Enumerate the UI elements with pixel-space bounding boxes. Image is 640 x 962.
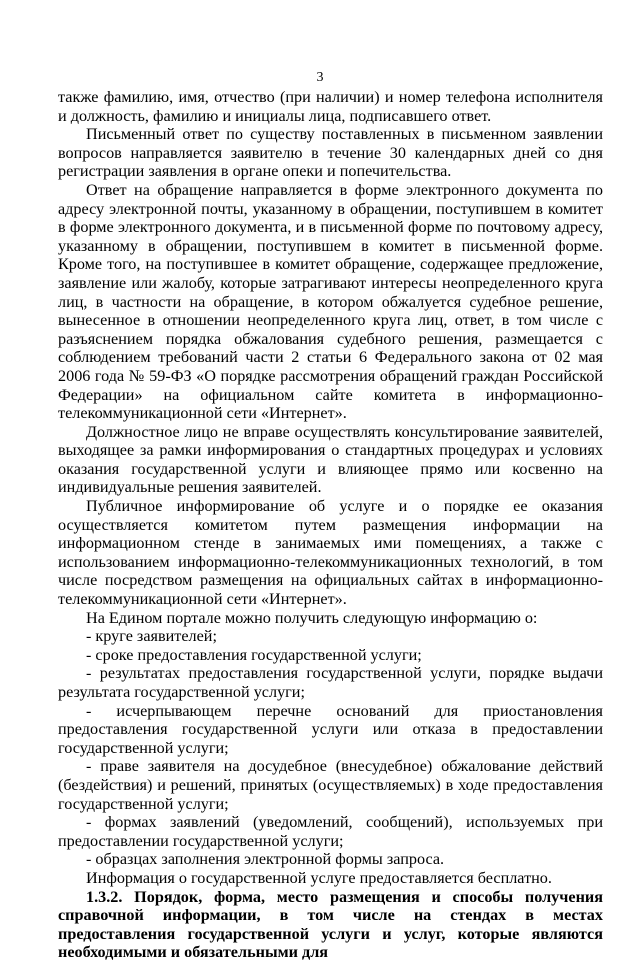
list-item: - формах заявлений (уведомлений, сообщений), используемых при предоставлении государственной услуги; (58, 813, 603, 850)
paragraph-continuation: также фамилию, имя, отчество (при наличии) и номер телефона исполнителя и должность, фамилию и инициалы лица, подписавшего ответ. (58, 88, 603, 125)
list-item: - праве заявителя на досудебное (внесудебное) обжалование действий (бездействия) и решений, принятых (осуществляемых) в ходе предоставления государственной услуги; (58, 757, 603, 813)
paragraph-public-information: Публичное информирование об услуге и о порядке ее оказания осуществляется комитетом путем размещения информации на информационном стенде в занимаемых ими помещениях, а также с использованием информационно-телекоммуникационных технологий, в том числе посредством размещения на официальных сайтах в информационно-телекоммуникационной сети «Интернет». (58, 497, 603, 609)
paragraph-free-of-charge: Информация о государственной услуге предоставляется бесплатно. (86, 868, 552, 887)
paragraph-consulting-limits: Должностное лицо не вправе осуществлять консультирование заявителей, выходящее за рамки информирования о стандартных процедурах и условиях оказания государственной услуги и влияющее прямо или косвенно на индивидуальные решения заявителей. (58, 422, 603, 497)
list-item: - сроке предоставления государственной услуги; (86, 645, 422, 664)
section-heading: 1.3.2. Порядок, форма, место размещения и способы получения справочной информации, в том числе на стендах в местах предоставления государственной услуги и услуг, которые являются необходимыми и обязательными для (58, 887, 603, 962)
document-body (58, 88, 603, 962)
list-item: - образцах заполнения электронной формы запроса. (86, 850, 445, 869)
paragraph-unified-portal: На Едином портале можно получить следующую информацию о: (86, 608, 538, 627)
list-item: - исчерпывающем перечне оснований для приостановления предоставления государственной услуги или отказа в предоставлении государственной услуги; (58, 701, 603, 757)
paragraph-written-answer: Письменный ответ по существу поставленных в письменном заявлении вопросов направляется заявителю в течение 30 календарных дней со дня регистрации заявления в органе опеки и попечительства. (58, 125, 603, 181)
list-item: - результатах предоставления государственной услуги, порядке выдачи результата государственной услуги; (58, 664, 603, 701)
page-number: 3 (316, 70, 324, 85)
list-item: - круге заявителей; (86, 627, 217, 646)
paragraph-electronic-answer: Ответ на обращение направляется в форме электронного документа по адресу электронной почты, указанному в обращении, поступившем в комитет в форме электронного документа, и в письменной форме по почтовому адресу, указанному в обращении, поступившем в комитет в письменной форме. Кроме того, на поступившее в комитет обращение, содержащее предложение, заявление или жалобу, которые затрагивают интересы неопределенного круга лиц, в частности на обращение, в котором обжалуется судебное решение, вынесенное в отношении неопределенного круга лиц, ответ, в том числе с разъяснением порядка обжалования судебного решения, размещается с соблюдением требований части 2 статьи 6 Федерального закона от 02 мая 2006 года № 59-ФЗ «О порядке рассмотрения обращений граждан Российской Федерации» на официальном сайте комитета в информационно-телекоммуникационной сети «Интернет». (58, 180, 603, 423)
